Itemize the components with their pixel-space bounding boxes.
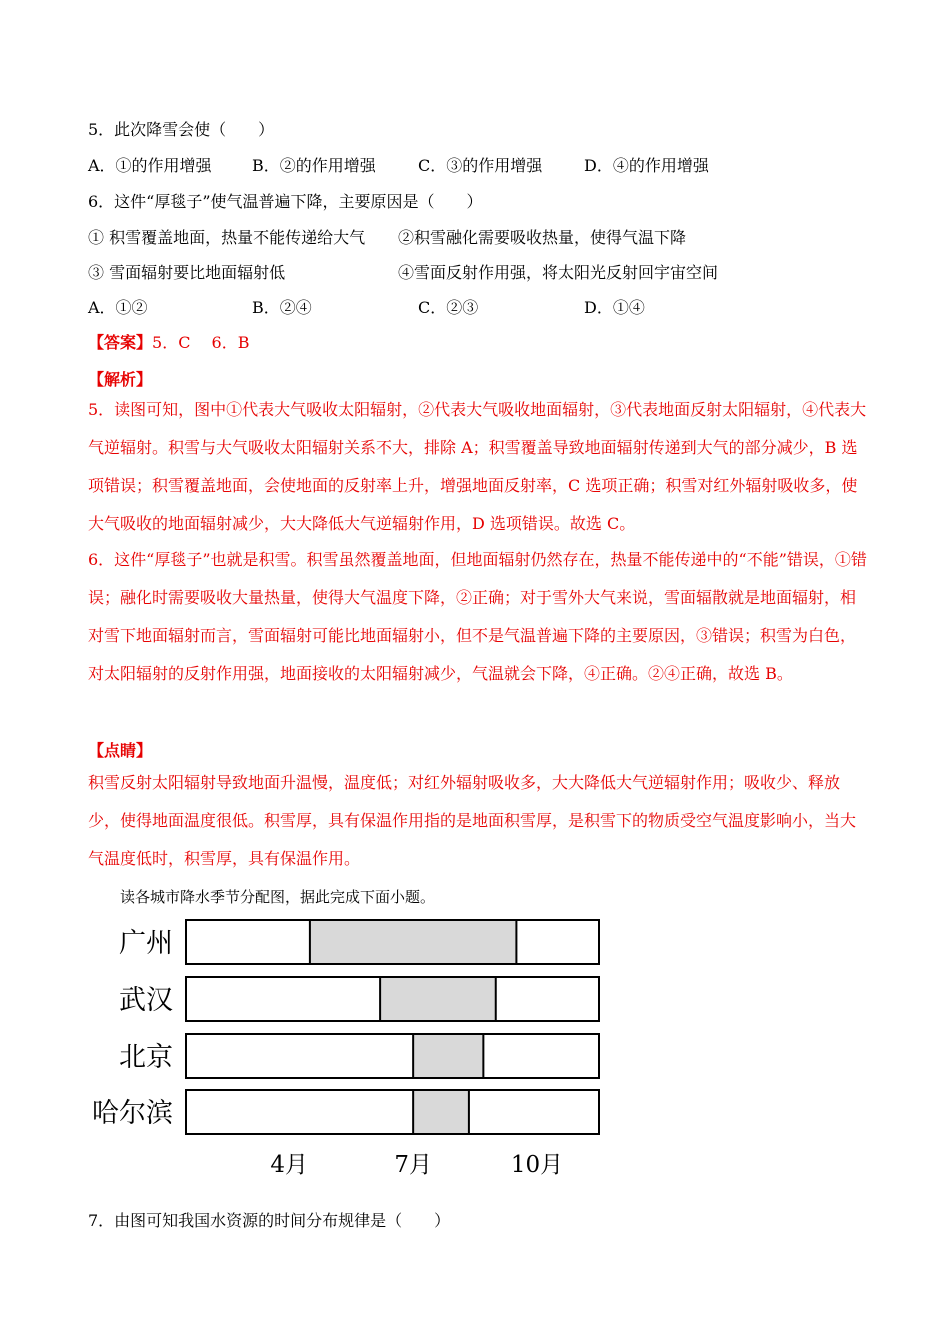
- q5-option-c: C．③的作用增强: [418, 156, 543, 175]
- answer-line: [88, 330, 249, 353]
- q5-stem: 5．此次降雪会使（ ）: [88, 120, 275, 139]
- city-label: 北京: [119, 1042, 173, 1073]
- month-tick-label: 7月: [394, 1152, 432, 1178]
- rainy-season-bar: [413, 1090, 469, 1134]
- month-tick-label: 10月: [510, 1152, 564, 1178]
- chart-intro: 读各城市降水季节分配图，据此完成下面小题。: [120, 888, 436, 906]
- q6-option-a: A．①②: [88, 298, 148, 317]
- q6-item-4: ④雪面反射作用强，将太阳光反射回宇宙空间: [398, 263, 719, 282]
- analysis-paragraph-6: 6．这件“厚毯子”也就是积雪。积雪虽然覆盖地面，但地面辐射仍然存在，热量不能传递中的“不能”错误，①错误；融化时需要吸收大量热量，使得大气温度下降，②正确；对于雪外大气来说，雪面辐散就是地面辐射，相对雪下地面辐射而言，雪面辐射可能比地面辐射小，但不是气温普遍下降的主要原因，③错误；积雪为白色，对太阳辐射的反射作用强，地面接收的太阳辐射减少，气温就会下降，④正确。②④正确，故选 B。: [88, 550, 867, 683]
- analysis-label: 【解析】: [88, 370, 153, 389]
- answer-label: 【答案】: [88, 333, 153, 352]
- q6-option-c: C．②③: [418, 298, 479, 317]
- q5-option-d: D．④的作用增强: [584, 156, 709, 175]
- rainy-season-bar: [413, 1034, 483, 1078]
- q6-stem: 6．这件“厚毯子”使气温普遍下降，主要原因是（ ）: [88, 192, 483, 211]
- q5-option-a: A．①的作用增强: [88, 156, 212, 175]
- analysis-paragraph-5: 5．读图可知，图中①代表大气吸收太阳辐射，②代表大气吸收地面辐射，③代表地面反射太阳辐射，④代表大气逆辐射。积雪与大气吸收太阳辐射关系不大，排除 A；积雪覆盖导致地面辐射传递到大气的部分减少，B 选项错误；积雪覆盖地面，会使地面的反射率上升，增强地面反射率，C 选项正确；积雪对红外辐射吸收多，使大气吸收的地面辐射减少，大大降低大气逆辐射作用，D 选项错误。故选 C。: [88, 400, 867, 533]
- q6-item-1: ① 积雪覆盖地面，热量不能传递给大气: [88, 228, 366, 247]
- city-row-frame: [186, 1090, 599, 1134]
- month-tick-label: 4月: [270, 1152, 309, 1178]
- tip-paragraph: 积雪反射太阳辐射导致地面升温慢，温度低；对红外辐射吸收多，大大降低大气逆辐射作用；吸收少、释放少，使得地面温度很低。积雪厚，具有保温作用指的是地面积雪厚，是积雪下的物质受空气温度影响小，当大气温度低时，积雪厚，具有保温作用。: [88, 773, 857, 868]
- q6-option-b: B．②④: [252, 298, 312, 317]
- q6-item-2: ②积雪融化需要吸收热量，使得气温下降: [398, 228, 687, 247]
- q5-option-b: B．②的作用增强: [252, 156, 376, 175]
- tip-label: 【点睛】: [88, 741, 153, 760]
- q6-option-d: D．①④: [584, 298, 645, 317]
- q7-stem: 7．由图可知我国水资源的时间分布规律是（ ）: [88, 1211, 451, 1230]
- rainfall-season-chart: [0, 880, 950, 1190]
- rainy-season-bar: [310, 920, 517, 964]
- city-label: 广州: [119, 928, 173, 959]
- city-row-frame: [186, 1034, 599, 1078]
- q6-item-3: ③ 雪面辐射要比地面辐射低: [88, 263, 286, 282]
- rainy-season-bar: [380, 977, 496, 1021]
- city-label: 哈尔滨: [92, 1098, 173, 1129]
- answer-text: 5．C 6．B: [152, 333, 250, 352]
- city-label: 武汉: [119, 985, 173, 1016]
